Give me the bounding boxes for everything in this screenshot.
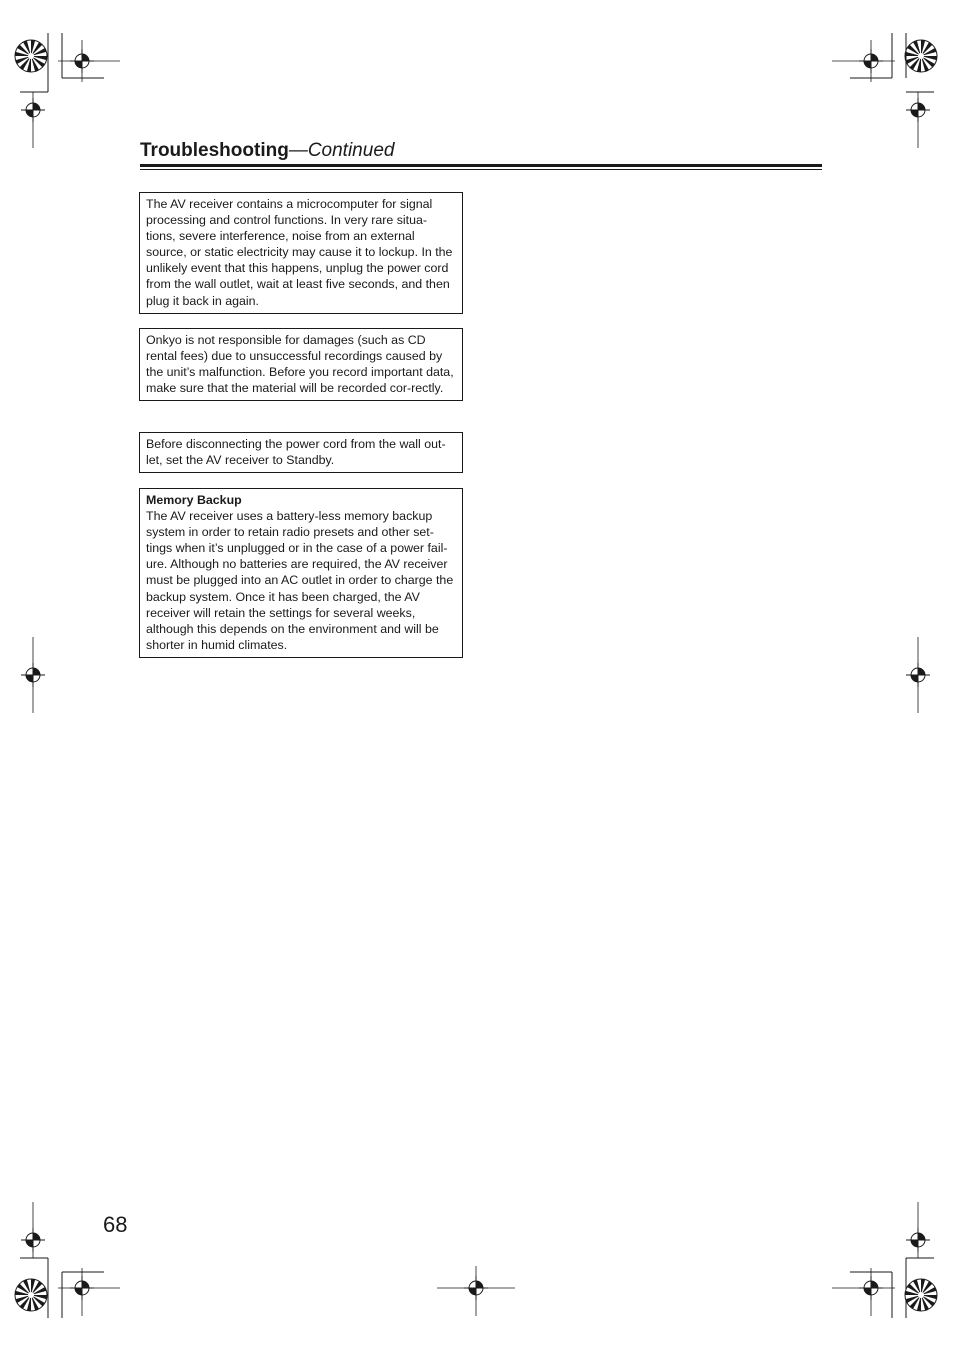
page-header: [140, 138, 822, 164]
page-title-main: Troubleshooting: [140, 140, 289, 161]
note-title: Memory Backup: [146, 493, 242, 507]
note-microcomputer-lockup: [139, 192, 463, 314]
header-rule-thick: [140, 164, 822, 167]
note-text: Onkyo is not responsible for damages (such as CD rental fees) due to unsuccessful recordings caused by the unit’s malfunction. Before you record important data, make sure that the material will be recorded cor-rectly.: [146, 333, 454, 396]
note-text: The AV receiver uses a battery-less memory backup system in order to retain radio presets and other set-tings when it’s unplugged or in the case of a power fail-ure. Although no batteries are required, the AV receiver must be plugged into an AC outlet in order to charge the backup system. Once it has been charged, the AV receiver will retain the settings for several weeks, although this depends on the environment and will be shorter in humid climates.: [146, 509, 454, 652]
page-title: [140, 138, 822, 164]
page-title-continued: —Continued: [288, 140, 395, 161]
note-standby-before-unplug: [139, 432, 463, 473]
note-memory-backup: [139, 488, 463, 658]
note-text: Before disconnecting the power cord from the wall out-let, set the AV receiver to Standby.: [146, 437, 446, 468]
header-rule-thin: [140, 169, 822, 170]
note-onkyo-liability: [139, 328, 463, 401]
page-number: 68: [103, 1212, 128, 1237]
note-text: The AV receiver contains a microcomputer for signal processing and control functions. In very rare situa-tions, severe interference, noise from an external source, or static electricity may cause it to lockup. In the unlikely event that this happens, unplug the power cord from the wall outlet, wait at least five seconds, and then plug it back in again.: [146, 197, 453, 308]
